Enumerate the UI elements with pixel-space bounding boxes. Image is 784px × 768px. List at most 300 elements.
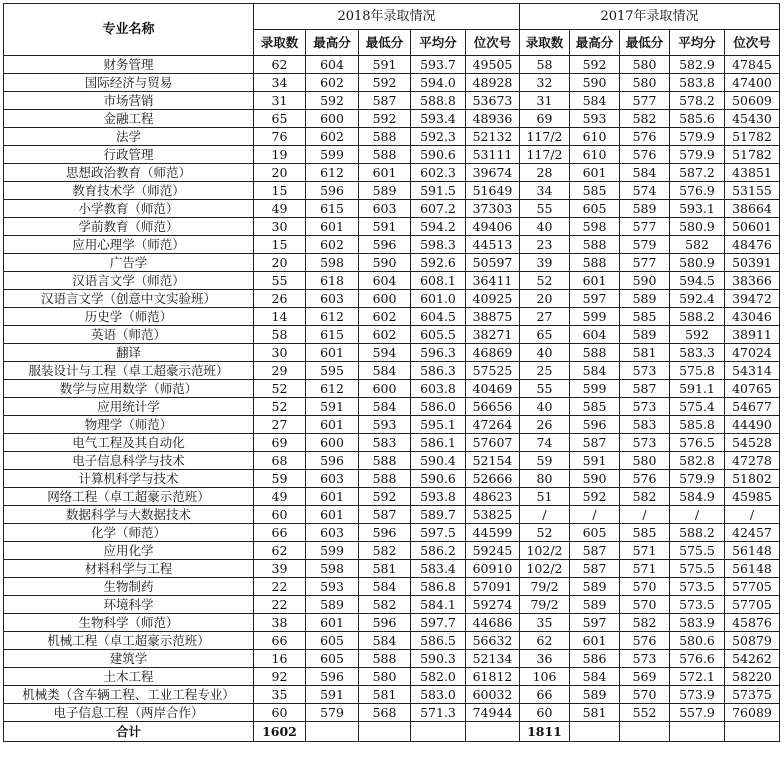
- 2017-min-score: 577: [620, 218, 670, 236]
- table-row: [4, 524, 780, 542]
- 2017-avg-score: 592.4: [670, 290, 725, 308]
- empty-cell: [725, 722, 780, 742]
- table-row: [4, 560, 780, 578]
- 2017-min-score: 582: [620, 110, 670, 128]
- 2017-min-score: 584: [620, 164, 670, 182]
- 2017-enrolled: 20: [520, 290, 570, 308]
- 2017-enrolled: 28: [520, 164, 570, 182]
- 2017-rank: 51782: [725, 128, 780, 146]
- 2018-enrolled: 59: [254, 470, 306, 488]
- total-row: [4, 722, 780, 742]
- table-row: [4, 128, 780, 146]
- 2017-avg-score: 575.5: [670, 542, 725, 560]
- 2018-enrolled: 22: [254, 578, 306, 596]
- 2017-enrolled: 62: [520, 632, 570, 650]
- 2017-avg-score: 580.6: [670, 632, 725, 650]
- 2018-min-score: 602: [359, 308, 411, 326]
- 2018-min-score: 600: [359, 380, 411, 398]
- 2017-rank: 50391: [725, 254, 780, 272]
- 2017-enrolled: 52: [520, 524, 570, 542]
- 2018-enrolled: 16: [254, 650, 306, 668]
- table-row: [4, 272, 780, 290]
- 2017-min-score: 576: [620, 146, 670, 164]
- 2018-max-score: 602: [306, 74, 359, 92]
- major-name: 数学与应用数学（师范）: [4, 380, 254, 398]
- table-row: [4, 344, 780, 362]
- 2017-max-score: 610: [570, 146, 620, 164]
- major-name: 土木工程: [4, 668, 254, 686]
- 2018-rank: 49505: [466, 56, 520, 74]
- 2018-enrolled: 60: [254, 506, 306, 524]
- 2018-max-score: 615: [306, 326, 359, 344]
- major-name: 学前教育（师范）: [4, 218, 254, 236]
- 2018-enrolled: 15: [254, 182, 306, 200]
- 2017-min-score: 576: [620, 632, 670, 650]
- table-row: [4, 596, 780, 614]
- 2017-min-score: 582: [620, 488, 670, 506]
- 2018-max-score: 599: [306, 542, 359, 560]
- table-row: [4, 488, 780, 506]
- 2017-enrolled: 36: [520, 650, 570, 668]
- 2018-enrolled: 66: [254, 632, 306, 650]
- 2018-min-score: 592: [359, 74, 411, 92]
- 2017-enrolled: 117/2: [520, 146, 570, 164]
- 2017-rank: 50609: [725, 92, 780, 110]
- 2018-rank: 38875: [466, 308, 520, 326]
- 2017-avg-score: 582.9: [670, 56, 725, 74]
- major-name: 市场营销: [4, 92, 254, 110]
- 2017-enrolled: 117/2: [520, 128, 570, 146]
- 2018-max-score: 599: [306, 146, 359, 164]
- 2017-min-score: 569: [620, 668, 670, 686]
- table-row: [4, 632, 780, 650]
- 2018-enrolled: 69: [254, 434, 306, 452]
- major-name: 行政管理: [4, 146, 254, 164]
- 2017-enrolled: 23: [520, 236, 570, 254]
- 2017-avg-score: 580.9: [670, 254, 725, 272]
- 2017-enrolled: 58: [520, 56, 570, 74]
- major-name: 机械工程（卓工超豪示范班）: [4, 632, 254, 650]
- 2018-enrolled: 34: [254, 74, 306, 92]
- 2018-max-score: 589: [306, 596, 359, 614]
- 2017-max-score: 601: [570, 632, 620, 650]
- 2018-rank: 38271: [466, 326, 520, 344]
- 2018-avg-score: 590.6: [411, 146, 466, 164]
- 2018-enrolled: 62: [254, 56, 306, 74]
- 2018-avg-score: 584.1: [411, 596, 466, 614]
- 2017-rank: 47400: [725, 74, 780, 92]
- 2017-max-score: 597: [570, 614, 620, 632]
- 2017-rank: 54528: [725, 434, 780, 452]
- 2017-avg-score: 575.4: [670, 398, 725, 416]
- 2018-rank: 48936: [466, 110, 520, 128]
- 2018-avg-score: 595.1: [411, 416, 466, 434]
- 2017-enrolled: 27: [520, 308, 570, 326]
- col-header-min: 最低分: [359, 30, 411, 56]
- 2017-rank: 38664: [725, 200, 780, 218]
- 2018-min-score: 587: [359, 506, 411, 524]
- 2018-max-score: 579: [306, 704, 359, 722]
- 2018-max-score: 618: [306, 272, 359, 290]
- 2018-rank: 60032: [466, 686, 520, 704]
- 2018-rank: 52666: [466, 470, 520, 488]
- table-row: [4, 614, 780, 632]
- table-row: [4, 542, 780, 560]
- 2018-min-score: 584: [359, 632, 411, 650]
- 2017-min-score: 585: [620, 308, 670, 326]
- 2018-max-score: 601: [306, 488, 359, 506]
- 2018-max-score: 605: [306, 632, 359, 650]
- 2017-min-score: 580: [620, 74, 670, 92]
- table-row: [4, 704, 780, 722]
- 2017-min-score: 570: [620, 578, 670, 596]
- empty-cell: [306, 722, 359, 742]
- major-name: 英语（师范）: [4, 326, 254, 344]
- 2018-max-score: 612: [306, 308, 359, 326]
- major-name: 化学（师范）: [4, 524, 254, 542]
- 2018-avg-score: 593.4: [411, 110, 466, 128]
- 2017-rank: 54262: [725, 650, 780, 668]
- 2017-enrolled: 26: [520, 416, 570, 434]
- 2018-min-score: 584: [359, 362, 411, 380]
- 2017-avg-score: 579.9: [670, 128, 725, 146]
- 2018-min-score: 584: [359, 398, 411, 416]
- 2018-max-score: 601: [306, 614, 359, 632]
- 2017-avg-score: 576.5: [670, 434, 725, 452]
- 2017-enrolled: 74: [520, 434, 570, 452]
- 2017-enrolled: 60: [520, 704, 570, 722]
- 2018-enrolled: 31: [254, 92, 306, 110]
- 2018-enrolled: 29: [254, 362, 306, 380]
- 2018-avg-score: 582.0: [411, 668, 466, 686]
- 2017-min-score: 580: [620, 452, 670, 470]
- major-name: 电气工程及其自动化: [4, 434, 254, 452]
- 2017-rank: 47845: [725, 56, 780, 74]
- table-row: [4, 164, 780, 182]
- 2017-max-score: /: [570, 506, 620, 524]
- 2017-max-score: 601: [570, 272, 620, 290]
- 2018-min-score: 592: [359, 488, 411, 506]
- 2018-enrolled: 35: [254, 686, 306, 704]
- 2018-max-score: 591: [306, 686, 359, 704]
- table-row: [4, 308, 780, 326]
- 2018-enrolled: 65: [254, 110, 306, 128]
- 2017-min-score: /: [620, 506, 670, 524]
- 2017-avg-score: 591.1: [670, 380, 725, 398]
- 2017-rank: 38911: [725, 326, 780, 344]
- 2018-max-score: 596: [306, 668, 359, 686]
- col-header-enrolled: 录取数: [254, 30, 306, 56]
- 2017-avg-score: 557.9: [670, 704, 725, 722]
- 2018-min-score: 583: [359, 434, 411, 452]
- 2018-min-score: 592: [359, 110, 411, 128]
- 2018-enrolled: 14: [254, 308, 306, 326]
- 2018-enrolled: 55: [254, 272, 306, 290]
- 2018-min-score: 588: [359, 128, 411, 146]
- 2018-avg-score: 588.8: [411, 92, 466, 110]
- 2018-rank: 57091: [466, 578, 520, 596]
- 2017-min-score: 589: [620, 326, 670, 344]
- 2017-enrolled: 34: [520, 182, 570, 200]
- table-row: [4, 650, 780, 668]
- 2018-avg-score: 571.3: [411, 704, 466, 722]
- major-name: 机械类（含车辆工程、工业工程专业）: [4, 686, 254, 704]
- major-name: 电子信息科学与技术: [4, 452, 254, 470]
- 2018-avg-score: 591.5: [411, 182, 466, 200]
- 2018-max-score: 596: [306, 452, 359, 470]
- 2017-rank: 40765: [725, 380, 780, 398]
- 2017-min-score: 590: [620, 272, 670, 290]
- major-name: 应用统计学: [4, 398, 254, 416]
- 2018-avg-score: 590.3: [411, 650, 466, 668]
- 2018-avg-score: 601.0: [411, 290, 466, 308]
- 2018-rank: 40469: [466, 380, 520, 398]
- 2018-avg-score: 596.3: [411, 344, 466, 362]
- 2018-min-score: 593: [359, 416, 411, 434]
- 2017-min-score: 587: [620, 380, 670, 398]
- 2017-enrolled: 65: [520, 326, 570, 344]
- 2017-min-score: 589: [620, 200, 670, 218]
- 2018-max-score: 591: [306, 398, 359, 416]
- 2017-rank: 45985: [725, 488, 780, 506]
- 2017-avg-score: 573.9: [670, 686, 725, 704]
- 2018-enrolled: 22: [254, 596, 306, 614]
- 2017-enrolled: 40: [520, 218, 570, 236]
- 2017-rank: 58220: [725, 668, 780, 686]
- 2018-rank: 40925: [466, 290, 520, 308]
- 2017-enrolled: 40: [520, 398, 570, 416]
- 2017-rank: 54314: [725, 362, 780, 380]
- table-row: [4, 254, 780, 272]
- major-name: 生物科学（师范）: [4, 614, 254, 632]
- 2017-rank: 44490: [725, 416, 780, 434]
- 2017-min-score: 570: [620, 596, 670, 614]
- 2017-min-score: 580: [620, 56, 670, 74]
- 2018-avg-score: 598.3: [411, 236, 466, 254]
- col-header-max: 最高分: [570, 30, 620, 56]
- 2017-avg-score: 585.8: [670, 416, 725, 434]
- 2017-min-score: 573: [620, 434, 670, 452]
- 2017-enrolled: 32: [520, 74, 570, 92]
- major-name: 历史学（师范）: [4, 308, 254, 326]
- 2017-avg-score: 582.8: [670, 452, 725, 470]
- table-body: [4, 56, 780, 742]
- 2017-avg-score: 575.5: [670, 560, 725, 578]
- 2017-enrolled: 66: [520, 686, 570, 704]
- 2017-max-score: 587: [570, 434, 620, 452]
- 2018-enrolled: 30: [254, 344, 306, 362]
- 2018-avg-score: 594.2: [411, 218, 466, 236]
- 2018-min-score: 594: [359, 344, 411, 362]
- 2017-enrolled: 102/2: [520, 560, 570, 578]
- 2017-avg-score: 588.2: [670, 524, 725, 542]
- 2018-max-score: 601: [306, 506, 359, 524]
- 2017-min-score: 570: [620, 686, 670, 704]
- empty-cell: [411, 722, 466, 742]
- 2017-max-score: 588: [570, 344, 620, 362]
- empty-cell: [620, 722, 670, 742]
- table-row: [4, 380, 780, 398]
- 2018-rank: 47264: [466, 416, 520, 434]
- major-name: 翻译: [4, 344, 254, 362]
- 2017-max-score: 591: [570, 452, 620, 470]
- 2017-min-score: 577: [620, 254, 670, 272]
- 2017-avg-score: 580.9: [670, 218, 725, 236]
- major-name: 电子信息工程（两岸合作）: [4, 704, 254, 722]
- 2017-enrolled: 55: [520, 380, 570, 398]
- 2018-avg-score: 597.7: [411, 614, 466, 632]
- 2018-avg-score: 593.7: [411, 56, 466, 74]
- 2017-min-score: 583: [620, 416, 670, 434]
- 2018-avg-score: 594.0: [411, 74, 466, 92]
- 2017-enrolled: 59: [520, 452, 570, 470]
- 2018-max-score: 603: [306, 524, 359, 542]
- 2018-enrolled: 39: [254, 560, 306, 578]
- major-name: 材料科学与工程: [4, 560, 254, 578]
- 2017-rank: 57705: [725, 596, 780, 614]
- 2018-max-score: 600: [306, 110, 359, 128]
- 2017-max-score: 584: [570, 668, 620, 686]
- 2018-enrolled: 68: [254, 452, 306, 470]
- table-row: [4, 236, 780, 254]
- 2018-avg-score: 604.5: [411, 308, 466, 326]
- 2017-max-score: 587: [570, 542, 620, 560]
- 2017-min-score: 577: [620, 92, 670, 110]
- 2017-min-score: 576: [620, 470, 670, 488]
- 2018-rank: 53673: [466, 92, 520, 110]
- 2018-rank: 39674: [466, 164, 520, 182]
- 2017-rank: 50601: [725, 218, 780, 236]
- 2017-enrolled: 69: [520, 110, 570, 128]
- 2018-min-score: 587: [359, 92, 411, 110]
- 2018-rank: 48623: [466, 488, 520, 506]
- table-row: [4, 290, 780, 308]
- empty-cell: [670, 722, 725, 742]
- major-name: 汉语言文学（创意中文实验班）: [4, 290, 254, 308]
- 2018-max-score: 612: [306, 380, 359, 398]
- 2017-max-score: 590: [570, 470, 620, 488]
- 2018-max-score: 595: [306, 362, 359, 380]
- 2018-rank: 44599: [466, 524, 520, 542]
- 2018-avg-score: 590.6: [411, 470, 466, 488]
- 2018-min-score: 596: [359, 524, 411, 542]
- 2018-enrolled: 15: [254, 236, 306, 254]
- 2017-max-score: 605: [570, 524, 620, 542]
- major-name: 服装设计与工程（卓工超豪示范班）: [4, 362, 254, 380]
- 2017-min-score: 585: [620, 524, 670, 542]
- 2018-min-score: 596: [359, 236, 411, 254]
- 2018-avg-score: 586.3: [411, 362, 466, 380]
- 2017-avg-score: 576.6: [670, 650, 725, 668]
- major-header: 专业名称: [4, 4, 254, 56]
- 2018-rank: 74944: [466, 704, 520, 722]
- 2018-rank: 57525: [466, 362, 520, 380]
- 2017-rank: 50879: [725, 632, 780, 650]
- 2017-min-score: 574: [620, 182, 670, 200]
- 2018-rank: 50597: [466, 254, 520, 272]
- 2018-avg-score: 583.4: [411, 560, 466, 578]
- major-name: 教育技术学（师范）: [4, 182, 254, 200]
- 2017-rank: 38366: [725, 272, 780, 290]
- major-name: 生物制药: [4, 578, 254, 596]
- 2017-max-score: 589: [570, 686, 620, 704]
- 2018-enrolled: 27: [254, 416, 306, 434]
- 2018-avg-score: 597.5: [411, 524, 466, 542]
- 2017-avg-score: 573.5: [670, 596, 725, 614]
- 2018-avg-score: 607.2: [411, 200, 466, 218]
- 2017-max-score: 589: [570, 578, 620, 596]
- major-name: 广告学: [4, 254, 254, 272]
- 2017-rank: 51782: [725, 146, 780, 164]
- 2017-max-score: 584: [570, 92, 620, 110]
- table-row: [4, 146, 780, 164]
- 2018-max-score: 598: [306, 254, 359, 272]
- 2017-rank: /: [725, 506, 780, 524]
- 2018-rank: 48928: [466, 74, 520, 92]
- 2017-max-score: 586: [570, 650, 620, 668]
- 2018-max-score: 603: [306, 290, 359, 308]
- 2017-max-score: 590: [570, 74, 620, 92]
- 2018-avg-score: 593.8: [411, 488, 466, 506]
- table-row: [4, 56, 780, 74]
- table-row: [4, 416, 780, 434]
- admission-table: [3, 3, 780, 742]
- 2018-min-score: 582: [359, 542, 411, 560]
- 2018-min-score: 588: [359, 650, 411, 668]
- 2017-avg-score: 583.9: [670, 614, 725, 632]
- major-name: 计算机科学与技术: [4, 470, 254, 488]
- total-2018: 1602: [254, 722, 306, 742]
- 2017-enrolled: 25: [520, 362, 570, 380]
- 2017-min-score: 582: [620, 614, 670, 632]
- 2018-avg-score: 602.3: [411, 164, 466, 182]
- 2018-max-score: 601: [306, 344, 359, 362]
- 2018-avg-score: 586.8: [411, 578, 466, 596]
- 2017-enrolled: 79/2: [520, 596, 570, 614]
- 2017-min-score: 571: [620, 560, 670, 578]
- 2017-max-score: 593: [570, 110, 620, 128]
- table-row: [4, 506, 780, 524]
- 2017-max-score: 610: [570, 128, 620, 146]
- 2017-enrolled: 79/2: [520, 578, 570, 596]
- 2017-avg-score: 588.2: [670, 308, 725, 326]
- 2018-enrolled: 52: [254, 380, 306, 398]
- table-row: [4, 182, 780, 200]
- table-row: [4, 398, 780, 416]
- empty-cell: [359, 722, 411, 742]
- 2017-max-score: 585: [570, 398, 620, 416]
- 2018-enrolled: 66: [254, 524, 306, 542]
- table-row: [4, 434, 780, 452]
- 2017-max-score: 597: [570, 290, 620, 308]
- 2018-rank: 53111: [466, 146, 520, 164]
- 2017-avg-score: 578.2: [670, 92, 725, 110]
- 2017-enrolled: 52: [520, 272, 570, 290]
- 2018-rank: 36411: [466, 272, 520, 290]
- 2017-rank: 53155: [725, 182, 780, 200]
- table-row: [4, 452, 780, 470]
- col-header-max: 最高分: [306, 30, 359, 56]
- 2018-rank: 46869: [466, 344, 520, 362]
- 2017-rank: 42457: [725, 524, 780, 542]
- 2017-max-score: 589: [570, 596, 620, 614]
- 2018-rank: 51649: [466, 182, 520, 200]
- 2018-avg-score: 586.2: [411, 542, 466, 560]
- 2018-max-score: 603: [306, 470, 359, 488]
- 2017-max-score: 581: [570, 704, 620, 722]
- 2017-rank: 48476: [725, 236, 780, 254]
- 2018-enrolled: 62: [254, 542, 306, 560]
